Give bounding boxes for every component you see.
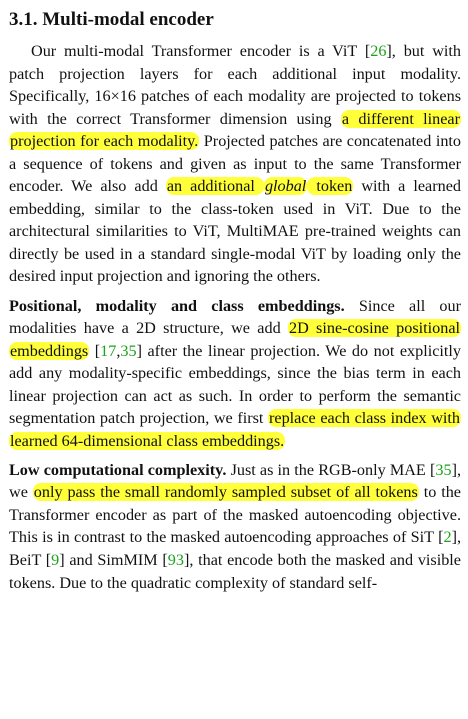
- paragraph-heading: Low computational complexity.: [9, 460, 227, 479]
- highlighted-text: a different linear projection for each modality.: [10, 109, 460, 151]
- highlighted-text: an additional: [166, 177, 263, 196]
- section-number: 3.1.: [9, 9, 38, 30]
- text-run: ], we: [9, 460, 461, 502]
- paragraph-complexity: [9, 459, 461, 594]
- citation-link[interactable]: 9: [51, 551, 60, 570]
- citation-link[interactable]: 26: [370, 42, 387, 60]
- paragraph-intro: [9, 40, 461, 288]
- highlighted-text: token: [308, 177, 353, 196]
- citation-link[interactable]: 2: [443, 528, 452, 547]
- highlighted-text: replace each class index with learned 64-dimensional class embeddings.: [10, 409, 461, 450]
- text-run: ], but with patch projection layers for each additional input modality. Specifically, 16×16 patches of each modality are projected to tokens with the correct Transformer dimension using: [9, 42, 462, 128]
- citation-link[interactable]: 35: [435, 460, 452, 479]
- text-run: Projected patches are concatenated into a sequence of tokens and given as input to the same Transformer encoder. We also add: [9, 132, 461, 196]
- paragraph-positional: [9, 295, 461, 453]
- text-run: ] and SimMIM [: [59, 551, 168, 570]
- section-heading: [9, 6, 461, 34]
- section-body: [9, 40, 461, 594]
- citation-link[interactable]: 93: [167, 551, 184, 570]
- highlighted-text: 2D sine-cosine positional embeddings: [10, 319, 461, 360]
- text-run: ] after the linear projection. We do not explicitly add any modality-specific embeddings, since the bias term in each linear projection can act as such. In order to perform the semantic segmentation patch projection, we first: [9, 341, 461, 428]
- section-title: Multi-modal encoder: [42, 9, 214, 30]
- text-run: ], that encode both the masked and visible tokens. Due to the quadratic complexity of standard self-: [9, 551, 461, 592]
- citation-link[interactable]: 35: [120, 341, 137, 360]
- text-run: to the Transformer encoder as part of the masked autoencoding objective. This is in contrast to the masked autoencoding approaches of SiT [: [9, 483, 461, 547]
- paragraph-heading: Positional, modality and class embeddings.: [9, 296, 345, 315]
- text-run: ,: [116, 341, 121, 360]
- text-run: ], BeiT [: [9, 528, 461, 570]
- citation-link[interactable]: 17: [100, 341, 117, 360]
- text-run: Since all our modalities have a 2D structure, we add: [9, 296, 461, 338]
- text-run: [: [89, 341, 101, 360]
- highlighted-text: only pass the small randomly sampled subset of all tokens: [33, 483, 418, 502]
- text-run: Just as in the RGB-only MAE [: [226, 460, 436, 479]
- paper-page: [9, 6, 461, 594]
- highlighted-text: global: [264, 177, 307, 196]
- text-run: with a learned embedding, similar to the class-token used in ViT. Due to the architectural similarities to ViT, MultiMAE pre-trained weights can directly be used in a standard single-modal ViT by loading only the desired input projection and ignoring the others.: [9, 177, 462, 286]
- text-run: Our multi-modal Transformer encoder is a ViT [: [31, 42, 371, 60]
